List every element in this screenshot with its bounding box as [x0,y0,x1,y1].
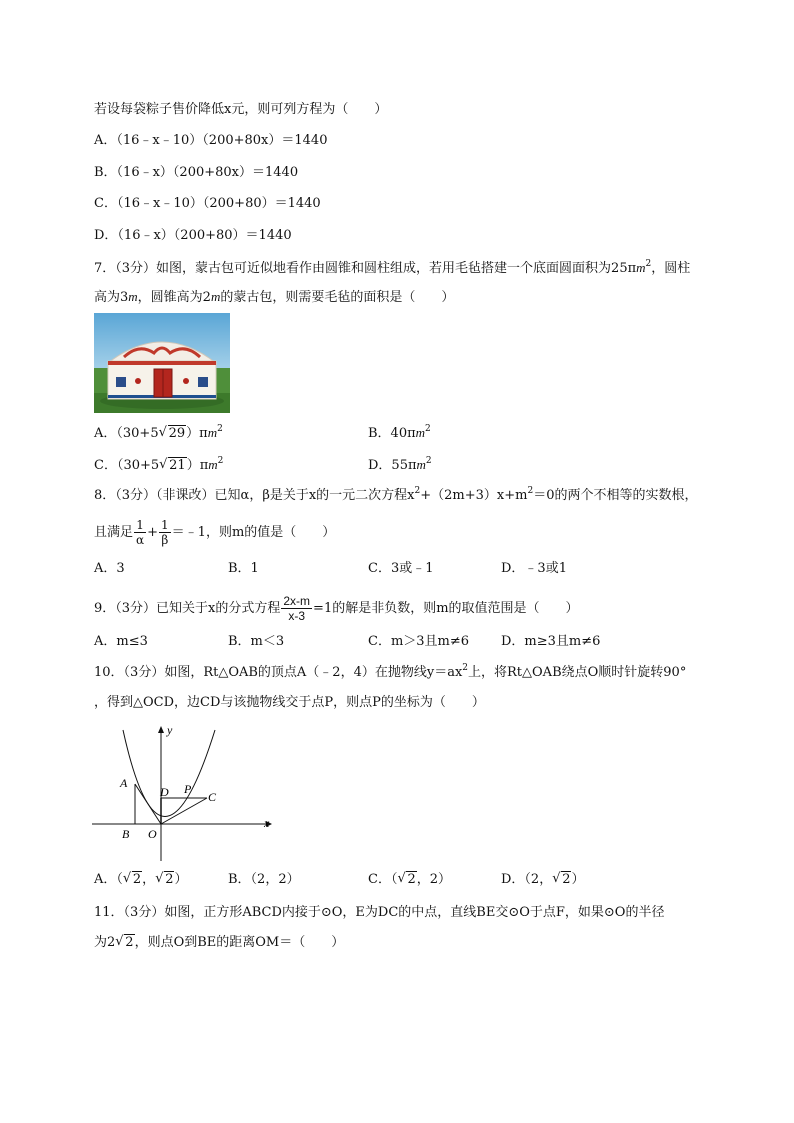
q10-stem-line2: ，得到△OCD，边CD与该抛物线交于点P，则点P的坐标为（ ） [94,695,485,710]
plus-sign: + [147,525,159,540]
q9-option-a: A．m≤3 [94,634,148,649]
label-c: C [208,790,217,804]
q7-option-c-suffix: ）π [186,458,209,473]
q8-stem-line1: 8．（3分）（非课改）已知α，β是关于x的一元二次方程$x^2+(2m+3)x+m^2=0$的两个不相等的实数根， [94,486,698,503]
sqrt-symbol [159,424,187,444]
q6-stem: 若设每袋粽子售价降低x元，则可列方程为（ ） [94,102,388,117]
q11-stem-text-a: 为2 [94,935,116,950]
q7-stem-text-c: 高为3 [94,290,129,305]
label-o: O [148,827,157,841]
q9-stem-text-b: =1的解是非负数，则m的取值范围是（ ） [313,601,579,616]
fraction-denominator: β [161,533,169,547]
q7-stem-text-d: ，圆锥高为2 [137,290,211,305]
q7-option-b: B．$40\pi m^2$ [368,424,431,441]
q10-stem-text-b: 上，将Rt△OAB绕点O顺时针旋转90° [468,665,687,680]
fraction-numerator: 2x-m [283,594,311,608]
fraction-denominator: α [136,533,145,547]
q7-option-c: C．（30+5√ $21)\pi m^2$ [94,455,223,476]
label-x: x [264,816,270,830]
q10-stem-text-a: 10．（3分）如图，Rt△OAB的顶点A（﹣2，4）在抛物线y＝ax [94,665,463,680]
q7-option-c-radicand: 21 [169,458,186,473]
q7-stem-text-a: 7．（3分）如图，蒙古包可近似地看作由圆锥和圆柱组成，若用毛毡搭建一个底面圆面积为25π [94,261,637,276]
fraction-equation [281,594,312,623]
radicand: 2 [125,935,134,950]
q8-stem-text-e: ＝﹣1，则m的值是（ ） [171,525,336,540]
sqrt-symbol [115,933,134,953]
q8-stem-text-d: 且满足 [94,525,134,540]
q8-option-a: A．3 [94,561,125,576]
q6-option-a: A．（16﹣x﹣10）（200+80x）＝1440 [94,133,328,148]
label-d: D [160,785,169,799]
q6-option-d: D．（16﹣x）（200+80）＝1440 [94,228,292,243]
unit-m: m [415,425,426,440]
segment-oc [161,798,207,824]
sqrt-symbol [397,870,416,890]
fraction-denominator: x-3 [288,609,306,623]
label-p: P [184,782,192,796]
fraction-one-over-alpha [134,518,146,547]
q7-stem-line1: 7．（3分）如图，蒙古包可近似地看作由圆锥和圆柱组成，若用毛毡搭建一个底面圆面积为$25\pi m^2$，圆柱 [94,259,691,276]
q11-stem-line1: 11．（3分）如图，正方形ABCD内接于⊙O，E为DC的中点，直线BE交⊙O于点F，如果⊙O的半径 [94,905,665,920]
unit-m: m [210,289,221,304]
q8-stem-text-a: 8．（3分）（非课改）已知α，β是关于x的一元二次方程x [94,488,415,503]
q10-option-d-prefix: D．（2， [501,872,553,887]
label-y: y [167,723,173,737]
q7-option-a-radicand: 29 [168,426,186,441]
radicand: 2 [562,872,571,887]
q7-option-a-prefix: A．（30+5 [94,426,159,441]
radicand: 2 [132,872,142,887]
y-axis-arrow [158,726,164,733]
q10-option-a-prefix: A．（ [94,872,123,887]
parabola-curve [123,730,215,817]
q7-stem-line2 [94,287,454,308]
q8-stem-text-c: ＝0的两个不相等的实数根， [533,488,698,503]
unit-m: m [207,425,218,440]
q10-option-c-prefix: C．（ [368,872,398,887]
segment-oa [135,784,161,824]
q10-option-c-suffix: ，2） [416,872,452,887]
q10-option-a [94,870,187,890]
q6-option-c: C．（16﹣x﹣10）（200+80）＝1440 [94,196,321,211]
q10-option-b: B．（2，2） [228,872,300,887]
q9-option-b: B．m＜3 [228,634,285,649]
q11-stem-text-b: ，则点O到BE的距离OM＝（ ） [134,935,345,950]
q8-stem-line2 [94,518,335,547]
q9-option-c: C．m＞3且m≠6 [368,634,470,649]
label-a: A [120,776,128,790]
q8-option-d: D．﹣3或1 [501,561,567,576]
unit-m: m [128,289,138,304]
sqrt-symbol [159,456,187,476]
q10-option-d [501,870,585,890]
comma: ， [142,872,156,887]
unit-m: m [208,457,218,472]
q7-option-a-suffix: ）π [186,426,208,441]
q7-option-d-text: D．55π [368,458,417,473]
radicand: 2 [407,872,416,887]
q7-stem-text-e: 的蒙古包，则需要毛毡的面积是（ ） [220,290,455,305]
q7-option-a: A．（30+5√ $29)\pi m^2$ [94,423,223,444]
q11-stem-line2 [94,933,344,953]
unit-m: m [636,260,646,275]
q6-option-b: B．（16﹣x）（200+80x）＝1440 [94,165,299,180]
q10-option-d-suffix: ） [571,872,585,887]
yurt-photo [94,313,230,413]
sqrt-symbol [552,870,571,890]
fraction-one-over-beta [159,518,171,547]
parabola-figure [90,723,280,863]
fraction-numerator: 1 [161,518,169,532]
unit-m: m [416,457,426,472]
q10-option-a-suffix: ） [174,872,188,887]
q7-option-c-prefix: C．（30+5 [94,458,160,473]
fraction-numerator: 1 [134,518,146,533]
q7-option-d: D．$55\pi m^2$ [368,456,432,473]
sqrt-symbol [123,870,142,890]
q10-option-c [368,870,451,890]
q7-option-b-text: B．40π [368,426,416,441]
q9-option-d: D．m≥3且m≠6 [501,634,601,649]
radicand: 2 [165,872,174,887]
q9-stem [94,594,579,623]
q8-option-c: C．3或﹣1 [368,561,434,576]
q10-stem-line1: 10．（3分）如图，Rt△OAB的顶点A（﹣2，4）在抛物线$y=ax^2$上，将Rt△OAB绕点O顺时针旋转90° [94,663,687,680]
q8-stem-text-b: +（2m+3）x+m [420,488,528,503]
q8-option-b: B．1 [228,561,259,576]
q9-stem-text-a: 9．（3分）已知关于x的分式方程 [94,601,281,616]
q7-stem-text-b: ，圆柱 [651,261,691,276]
sqrt-symbol [155,870,174,890]
label-b: B [122,827,130,841]
